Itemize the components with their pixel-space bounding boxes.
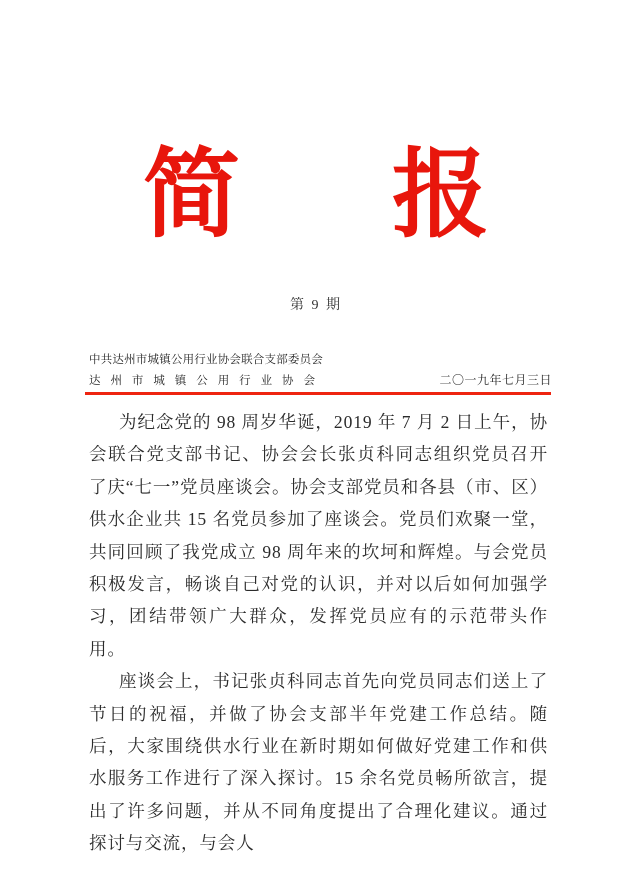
body-text	[89, 406, 548, 860]
paragraph-2: 座谈会上，书记张贞科同志首先向党员同志们送上了节日的祝福，并做了协会支部半年党建工作总结。随后，大家围绕供水行业在新时期如何做好党建工作和供水服务工作进行了深入探讨。15 余名党员畅所欲言，提出了许多问题，并从不同角度提出了合理化建议。通过探讨与交流，与会人	[89, 671, 548, 854]
title-char-jian: 简	[143, 142, 240, 249]
title-char-bao: 报	[392, 142, 489, 249]
issue-number: 第 9 期	[290, 298, 342, 313]
issue-date: 二〇一九年七月三日	[439, 373, 552, 387]
masthead	[89, 351, 552, 391]
bulletin-title	[0, 140, 632, 252]
red-divider-rule	[85, 392, 551, 395]
org-row	[89, 370, 552, 391]
paragraph-1: 为纪念党的 98 周岁华诞，2019 年 7 月 2 日上午，协会联合党支部书记、协会会长张贞科同志组织党员召开了庆“七一”党员座谈会。协会支部党员和各县（市、区）供水企业共 15 名党员参加了座谈会。党员们欢聚一堂，共同回顾了我党成立 98 周年来的坎坷和辉煌。与会党员积极发言，畅谈自己对党的认识，并对以后如何加强学习，团结带领广大群众，发挥党员应有的示范带头作用。	[89, 412, 548, 659]
org-line-1: 中共达州市城镇公用行业协会联合支部委员会	[89, 354, 323, 366]
org-line-2: 达州市城镇公用行业协会	[89, 375, 315, 387]
